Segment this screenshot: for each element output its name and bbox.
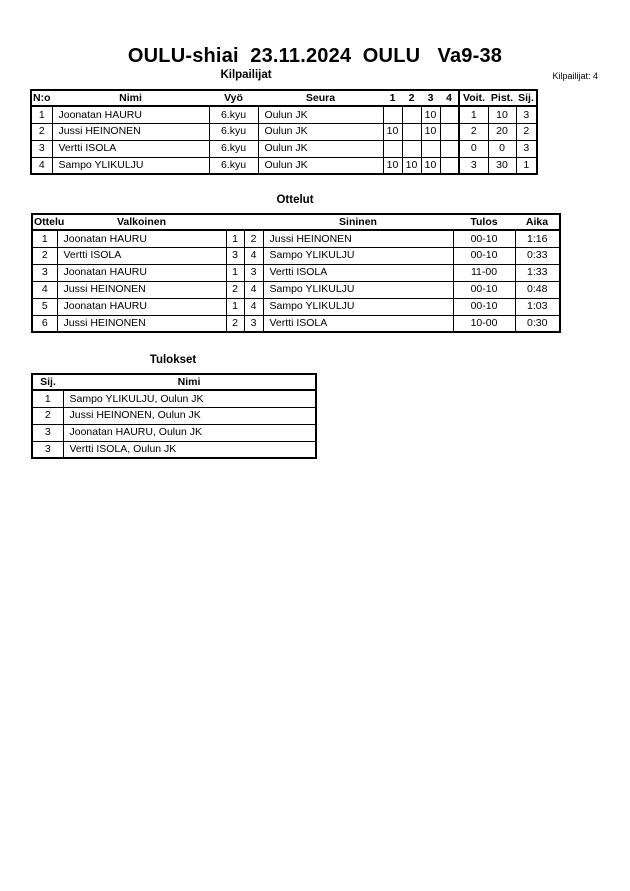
tulokset-row [32,424,316,441]
cell-pist: 10 [488,106,516,123]
cell-vyo: 6.kyu [209,140,258,157]
cell-white-name: Jussi HEINONEN [57,281,226,298]
cell-white-name: Joonatan HAURU [57,230,226,247]
cell-round4 [440,157,459,174]
column-header-pist: Pist. [488,90,516,106]
cell-match-no: 6 [32,315,57,332]
cell-nimi: Jussi HEINONEN, Oulun JK [63,407,316,424]
kilpailijat-row [31,157,537,174]
cell-tulos: 00-10 [453,247,515,264]
cell-aika: 0:30 [515,315,560,332]
cell-seura: Oulun JK [258,106,383,123]
cell-blue-no: 4 [244,281,263,298]
cell-nimi: Vertti ISOLA [52,140,209,157]
cell-match-no: 4 [32,281,57,298]
column-header-nimi: Nimi [63,374,316,390]
cell-match-no: 1 [32,230,57,247]
kilpailijat-table [30,89,538,175]
cell-round1 [383,106,402,123]
cell-blue-name: Vertti ISOLA [263,264,453,281]
kilpailijat-row [31,106,537,123]
cell-blue-name: Sampo YLIKULJU [263,247,453,264]
column-header-ottelu: Ottelu [32,214,57,230]
cell-round4 [440,106,459,123]
cell-nimi: Jussi HEINONEN [52,123,209,140]
tulokset-row [32,407,316,424]
kilpailijat-count-label: Kilpailijat: 4 [552,71,598,81]
cell-round3: 10 [421,157,440,174]
cell-sij: 2 [32,407,63,424]
cell-blue-no: 2 [244,230,263,247]
ottelut-row [32,264,560,281]
column-header-round3: 3 [421,90,440,106]
cell-voit: 2 [459,123,488,140]
cell-nimi: Joonatan HAURU, Oulun JK [63,424,316,441]
cell-seura: Oulun JK [258,157,383,174]
ottelut-row [32,298,560,315]
cell-no: 4 [31,157,52,174]
cell-white-no: 3 [226,247,244,264]
cell-no: 3 [31,140,52,157]
cell-pist: 30 [488,157,516,174]
cell-round2 [402,106,421,123]
cell-seura: Oulun JK [258,140,383,157]
column-header-no: N:o [31,90,52,106]
cell-white-name: Jussi HEINONEN [57,315,226,332]
cell-round1: 10 [383,123,402,140]
cell-round2: 10 [402,157,421,174]
cell-white-name: Joonatan HAURU [57,264,226,281]
tulokset-header-row [32,374,316,390]
ottelut-header-row [32,214,560,230]
cell-round4 [440,140,459,157]
cell-sij: 3 [516,106,537,123]
cell-sij: 3 [516,140,537,157]
cell-tulos: 00-10 [453,230,515,247]
cell-round1 [383,140,402,157]
cell-match-no: 2 [32,247,57,264]
cell-aika: 1:33 [515,264,560,281]
cell-tulos: 00-10 [453,298,515,315]
cell-nimi: Joonatan HAURU [52,106,209,123]
cell-no: 1 [31,106,52,123]
cell-sij: 2 [516,123,537,140]
cell-nimi: Vertti ISOLA, Oulun JK [63,441,316,458]
cell-no: 2 [31,123,52,140]
tulokset-row [32,441,316,458]
cell-blue-no: 3 [244,264,263,281]
cell-round2 [402,123,421,140]
column-header-round4: 4 [440,90,459,106]
cell-vyo: 6.kyu [209,123,258,140]
kilpailijat-row [31,123,537,140]
cell-seura: Oulun JK [258,123,383,140]
cell-blue-name: Sampo YLIKULJU [263,281,453,298]
cell-sij: 3 [32,424,63,441]
ottelut-heading: Ottelut [276,194,314,206]
column-header-aika: Aika [515,214,560,230]
ottelut-row [32,281,560,298]
tulokset-table [31,373,317,459]
cell-white-no: 2 [226,281,244,298]
tulokset-heading: Tulokset [149,354,197,366]
column-header-sininen: Sininen [263,214,453,230]
cell-pist: 20 [488,123,516,140]
column-header-vyo: Vyö [209,90,258,106]
column-header-valkoinen: Valkoinen [57,214,226,230]
cell-sij: 1 [32,390,63,407]
column-header-voit: Voit. [459,90,488,106]
cell-aika: 1:03 [515,298,560,315]
cell-aika: 0:48 [515,281,560,298]
cell-match-no: 3 [32,264,57,281]
cell-sij: 1 [516,157,537,174]
column-header-sij: Sij. [516,90,537,106]
cell-blue-no: 4 [244,247,263,264]
ottelut-row [32,315,560,332]
column-header-sij: Sij. [32,374,63,390]
cell-nimi: Sampo YLIKULJU, Oulun JK [63,390,316,407]
column-header-round2: 2 [402,90,421,106]
cell-round1: 10 [383,157,402,174]
cell-round3: 10 [421,106,440,123]
cell-blue-no: 3 [244,315,263,332]
cell-white-no: 2 [226,315,244,332]
cell-blue-name: Vertti ISOLA [263,315,453,332]
ottelut-row [32,230,560,247]
ottelut-row [32,247,560,264]
cell-pist: 0 [488,140,516,157]
cell-tulos: 10-00 [453,315,515,332]
page-title: OULU-shiai 23.11.2024 OULU Va9-38 [127,45,503,67]
cell-vyo: 6.kyu [209,157,258,174]
cell-blue-name: Jussi HEINONEN [263,230,453,247]
ottelut-table [31,213,561,333]
cell-voit: 0 [459,140,488,157]
cell-white-name: Joonatan HAURU [57,298,226,315]
column-header-empty [244,214,263,230]
cell-white-name: Vertti ISOLA [57,247,226,264]
cell-voit: 1 [459,106,488,123]
cell-blue-no: 4 [244,298,263,315]
column-header-seura: Seura [258,90,383,106]
column-header-empty [226,214,244,230]
kilpailijat-row [31,140,537,157]
cell-round4 [440,123,459,140]
cell-aika: 1:16 [515,230,560,247]
cell-tulos: 00-10 [453,281,515,298]
cell-white-no: 1 [226,264,244,281]
kilpailijat-heading: Kilpailijat [220,69,272,81]
cell-voit: 3 [459,157,488,174]
cell-aika: 0:33 [515,247,560,264]
cell-round3 [421,140,440,157]
cell-blue-name: Sampo YLIKULJU [263,298,453,315]
cell-white-no: 1 [226,298,244,315]
cell-vyo: 6.kyu [209,106,258,123]
column-header-tulos: Tulos [453,214,515,230]
cell-sij: 3 [32,441,63,458]
cell-round2 [402,140,421,157]
cell-match-no: 5 [32,298,57,315]
tulokset-row [32,390,316,407]
cell-nimi: Sampo YLIKULJU [52,157,209,174]
kilpailijat-header-row [31,90,537,106]
cell-tulos: 11-00 [453,264,515,281]
cell-white-no: 1 [226,230,244,247]
column-header-round1: 1 [383,90,402,106]
cell-round3: 10 [421,123,440,140]
column-header-nimi: Nimi [52,90,209,106]
